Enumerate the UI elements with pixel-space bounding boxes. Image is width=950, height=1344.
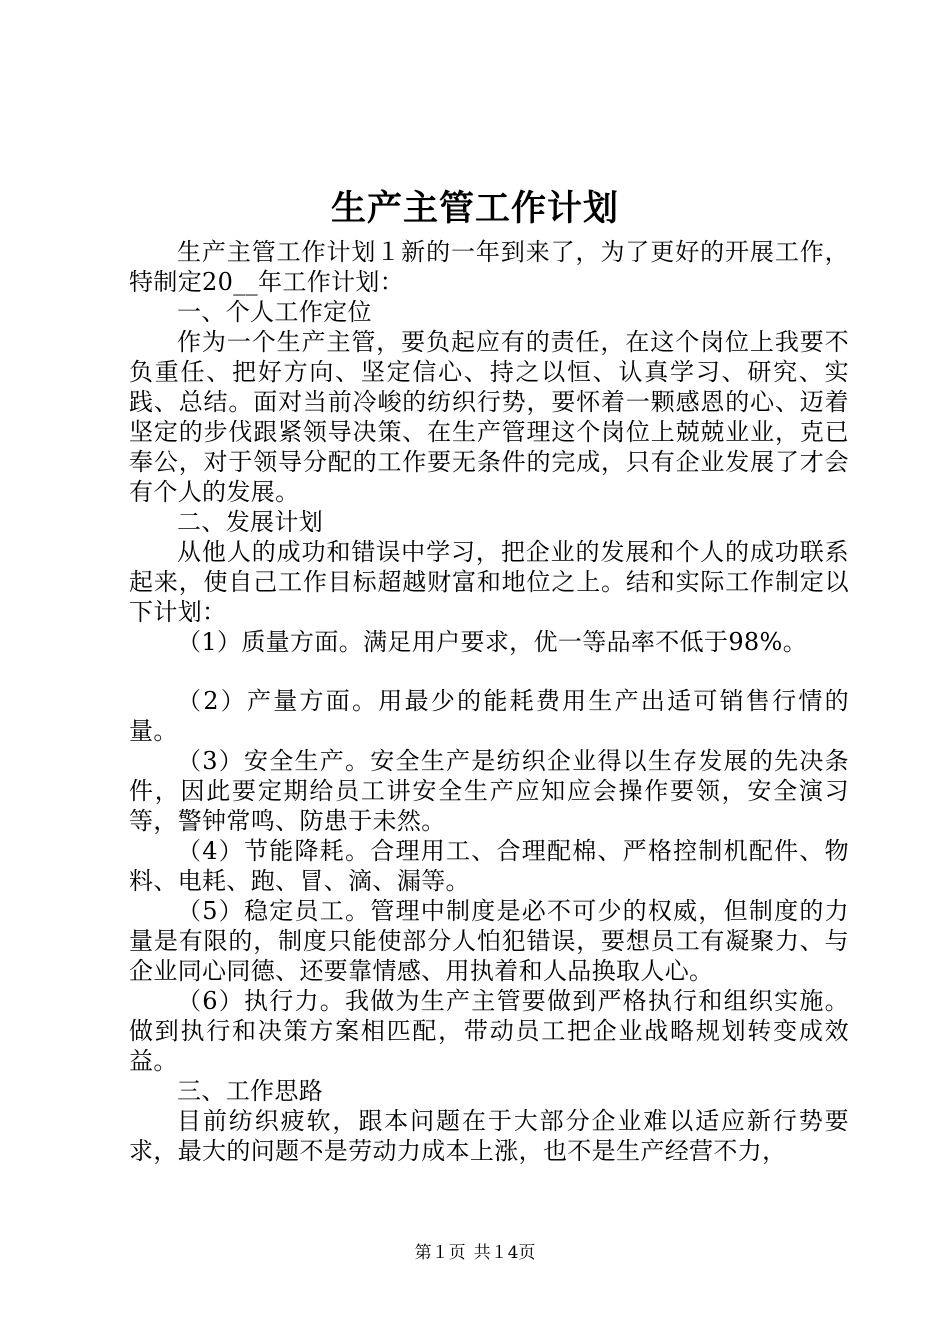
page-total: 共１4页 xyxy=(473,1243,536,1263)
plan-item-1: （1）质量方面。满足用户要求，优一等品率不低于98%。 xyxy=(177,628,808,656)
section-heading-2: 二、发展计划 xyxy=(177,508,324,536)
plan-item-2: （2）产量方面。用最少的能耗费用生产出适可销售行情的量。 xyxy=(129,687,849,745)
plan-item-6: （6）执行力。我做为生产主管要做到严格执行和组织实施。做到执行和决策方案相匹配，带动员工把企业战略规划转变成效益。 xyxy=(129,987,849,1075)
section-heading-1: 一、个人工作定位 xyxy=(177,298,372,326)
page-number: 第１页 xyxy=(414,1243,466,1263)
document-body xyxy=(129,237,849,1166)
paragraph: 作为一个生产主管，要负起应有的责任，在这个岗位上我要不负重任、把好方向、坚定信心、持之以恒、认真学习、研究、实践、总结。面对当前冷峻的纺织行势，要怀着一颗感恩的心、迈着坚定的步伐跟紧领导决策、在生产管理这个岗位上兢兢业业，克已奉公，对于领导分配的工作要无条件的完成，只有企业发展了才会有个人的发展。 xyxy=(129,328,849,506)
plan-item-4: （4）节能降耗。合理用工、合理配棉、严格控制机配件、物料、电耗、跑、冒、滴、漏等。 xyxy=(129,837,849,895)
plan-item-5: （5）稳定员工。管理中制度是必不可少的权威，但制度的力量是有限的，制度只能使部分人怕犯错误，要想员工有凝聚力、与企业同心同德、还要靠情感、用执着和人品换取人心。 xyxy=(129,897,849,985)
section-heading-3: 三、工作思路 xyxy=(177,1077,324,1105)
page-footer xyxy=(0,1241,950,1265)
document-title: 生产主管工作计划 xyxy=(330,188,619,229)
paragraph-intro: 生产主管工作计划１新的一年到来了，为了更好的开展工作，特制定20__年工作计划： xyxy=(129,238,849,296)
plan-item-3: （3）安全生产。安全生产是纺织企业得以生存发展的先决条件，因此要定期给员工讲安全生产应知应会操作要领，安全演习等，警钟常鸣、防患于未然。 xyxy=(129,747,849,835)
paragraph: 从他人的成功和错误中学习，把企业的发展和个人的成功联系起来，使自己工作目标超越财富和地位之上。结和实际工作制定以下计划： xyxy=(129,538,849,626)
paragraph: 目前纺织疲软，跟本问题在于大部分企业难以适应新行势要求，最大的问题不是劳动力成本上涨，也不是生产经营不力， xyxy=(129,1107,849,1165)
